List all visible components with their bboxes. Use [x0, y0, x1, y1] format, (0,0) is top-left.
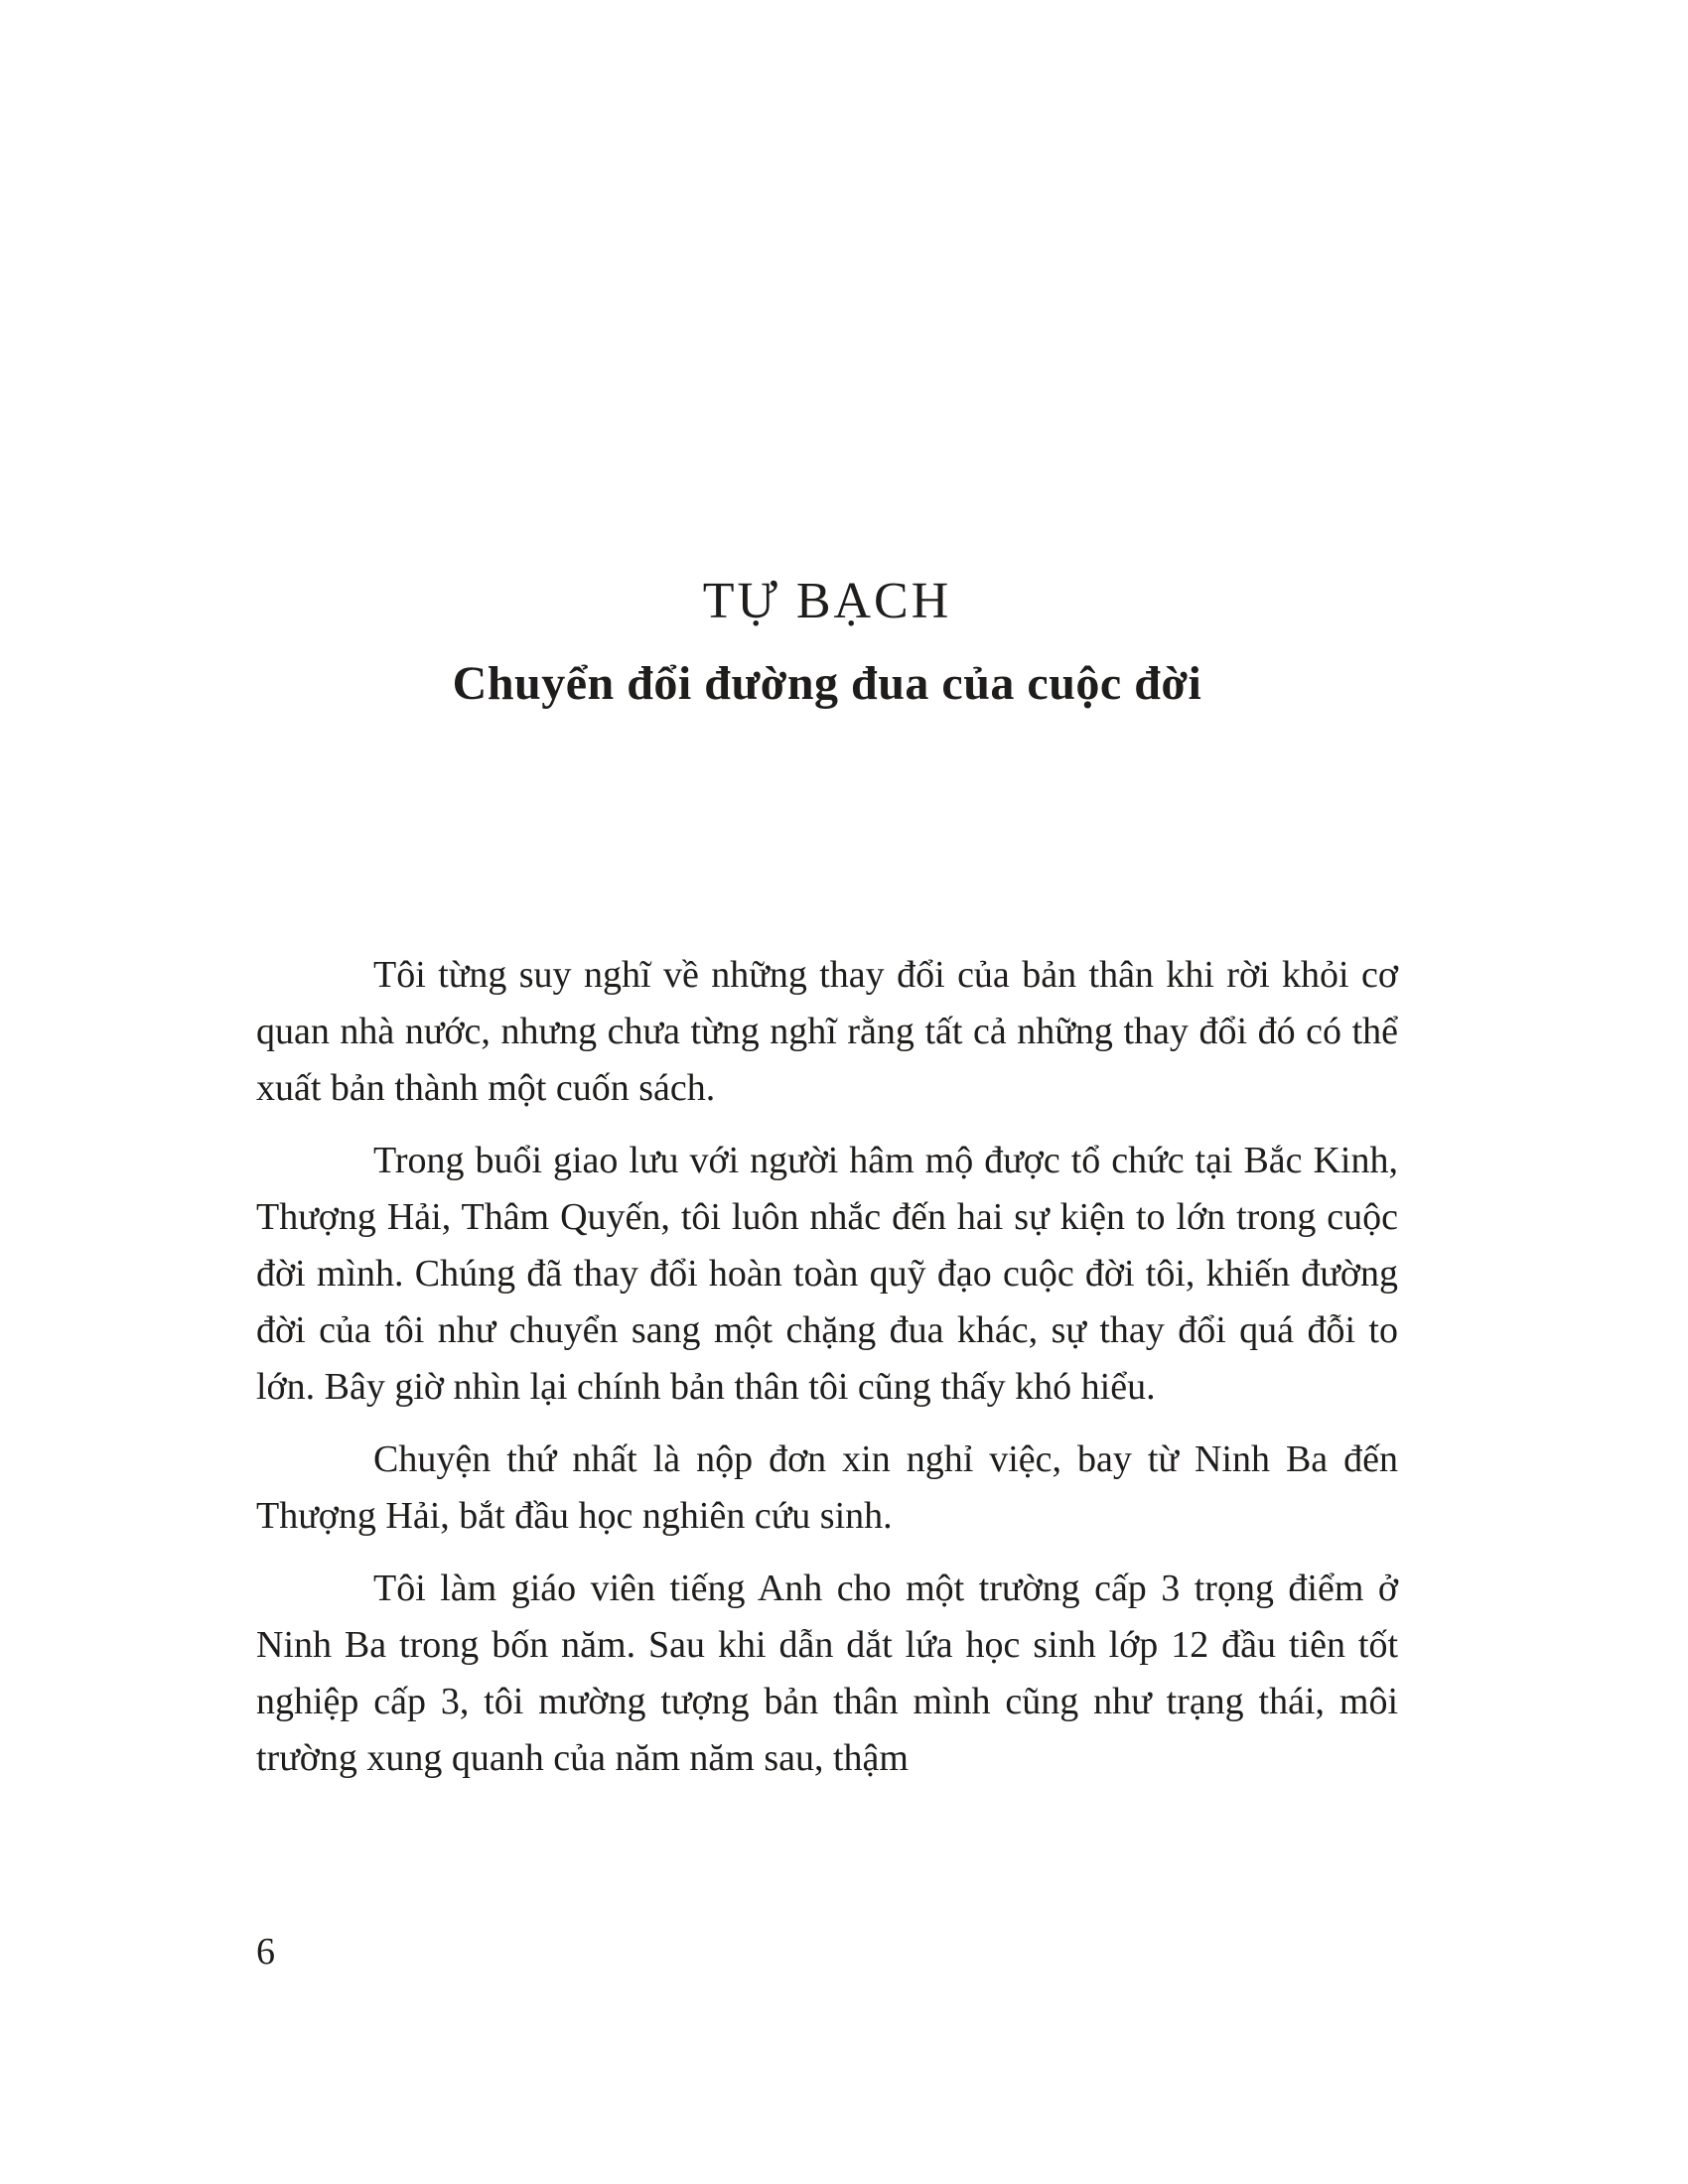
chapter-title: TỰ BẠCH	[702, 573, 952, 629]
body-text	[256, 947, 1398, 1787]
paragraph-3: Chuyện thứ nhất là nộp đơn xin nghỉ việc, bay từ Ninh Ba đến Thượng Hải, bắt đầu học nghiên cứu sinh.	[256, 1438, 1398, 1537]
chapter-subtitle: Chuyển đổi đường đua của cuộc đời	[452, 657, 1202, 710]
paragraph-2: Trong buổi giao lưu với người hâm mộ được tổ chức tại Bắc Kinh, Thượng Hải, Thâm Quyến, tôi luôn nhắc đến hai sự kiện to lớn trong cuộc đời mình. Chúng đã thay đổi hoàn toàn quỹ đạo cuộc đời tôi, khiến đường đời của tôi như chuyển sang một chặng đua khác, sự thay đổi quá đỗi to lớn. Bây giờ nhìn lại chính bản thân tôi cũng thấy khó hiểu.	[256, 1140, 1398, 1408]
paragraph-1: Tôi từng suy nghĩ về những thay đổi của bản thân khi rời khỏi cơ quan nhà nước, nhưng chưa từng nghĩ rằng tất cả những thay đổi đó có thể xuất bản thành một cuốn sách.	[256, 954, 1398, 1109]
page-number: 6	[256, 1931, 275, 1973]
text-block	[256, 0, 1398, 1803]
paragraph-4: Tôi làm giáo viên tiếng Anh cho một trường cấp 3 trọng điểm ở Ninh Ba trong bốn năm. Sau khi dẫn dắt lứa học sinh lớp 12 đầu tiên tốt nghiệp cấp 3, tôi mường tượng bản thân mình cũng như trạng thái, môi trường xung quanh của năm năm sau, thậm	[256, 1568, 1398, 1779]
